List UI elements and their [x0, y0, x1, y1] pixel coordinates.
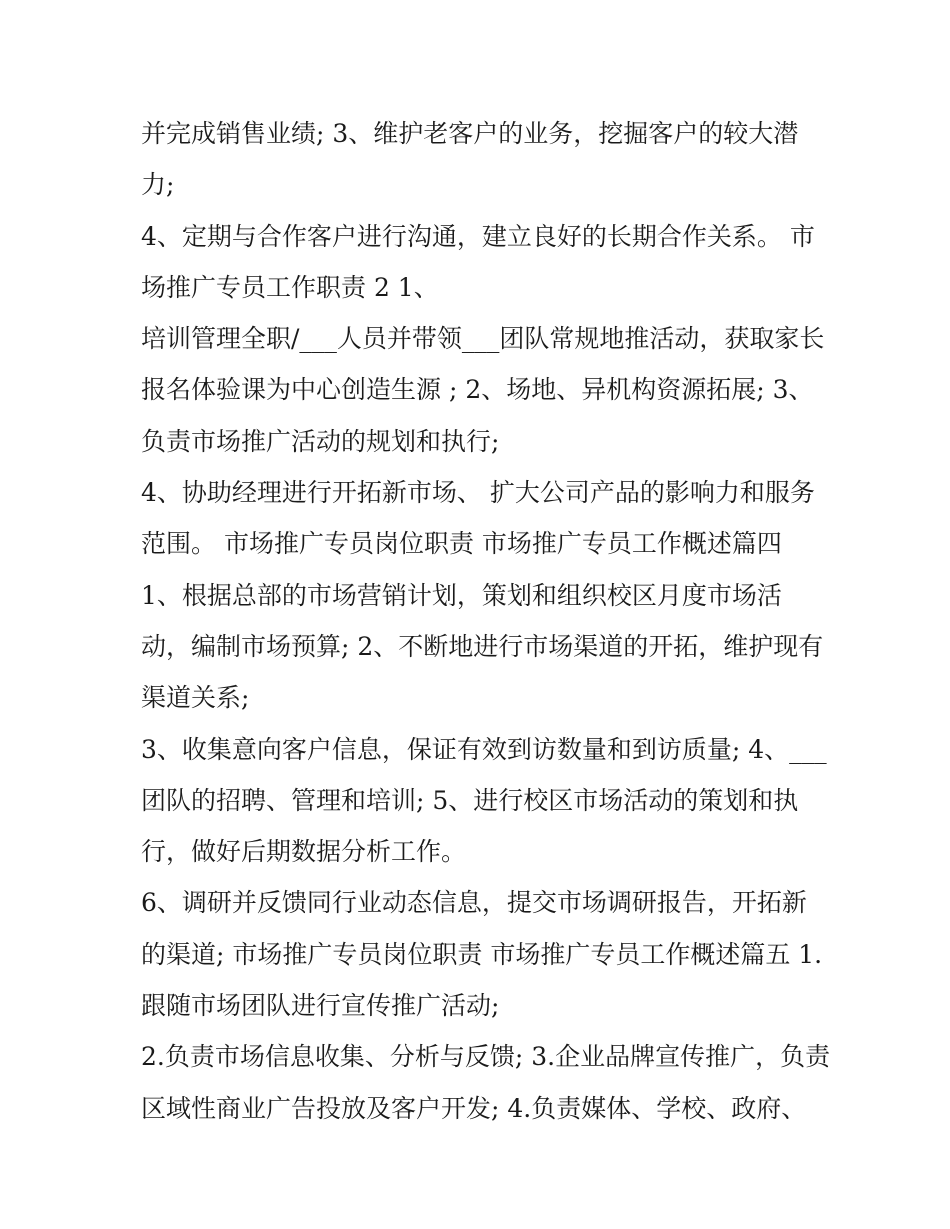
text-line: 负责市场推广活动的规划和执行;	[141, 426, 500, 456]
text-line: 报名体验课为中心创造生源 ; 2、场地、异机构资源拓展; 3、	[141, 375, 814, 405]
text-line: 4、定期与合作客户进行沟通，建立良好的长期合作关系。 市	[141, 221, 815, 251]
text-line: 渠道关系;	[141, 683, 250, 713]
text-line: 场推广专员工作职责 2 1、	[141, 272, 439, 302]
text-line: 动，编制市场预算; 2、不断地进行市场渠道的开拓，维护现有	[141, 631, 824, 661]
text-line: 6、调研并反馈同行业动态信息，提交市场调研报告，开拓新	[141, 888, 807, 918]
text-line: 范围。 市场推广专员岗位职责 市场推广专员工作概述篇四	[141, 529, 782, 559]
text-line: 跟随市场团队进行宣传推广活动;	[141, 991, 500, 1021]
text-line: 的渠道; 市场推广专员岗位职责 市场推广专员工作概述篇五 1.	[141, 939, 823, 969]
text-line: 4、协助经理进行开拓新市场、 扩大公司产品的影响力和服务	[141, 478, 815, 508]
text-line: 3、收集意向客户信息，保证有效到访数量和到访质量; 4、___	[141, 734, 827, 764]
document-body	[141, 108, 831, 1134]
text-line: 团队的招聘、管理和培训; 5、进行校区市场活动的策划和执	[141, 785, 799, 815]
text-line: 行，做好后期数据分析工作。	[141, 837, 467, 867]
text-line: 2.负责市场信息收集、分析与反馈; 3.企业品牌宣传推广，负责	[141, 1042, 831, 1072]
text-line: 区域性商业广告投放及客户开发; 4.负责媒体、学校、政府、	[141, 1093, 807, 1123]
text-line: 力;	[141, 170, 175, 200]
text-line: 1、根据总部的市场营销计划，策划和组织校区月度市场活	[141, 580, 782, 610]
text-line: 并完成销售业绩; 3、维护老客户的业务，挖掘客户的较大潜	[141, 119, 799, 148]
text-line: 培训管理全职/___人员并带领___团队常规地推活动，获取家长	[141, 324, 825, 354]
